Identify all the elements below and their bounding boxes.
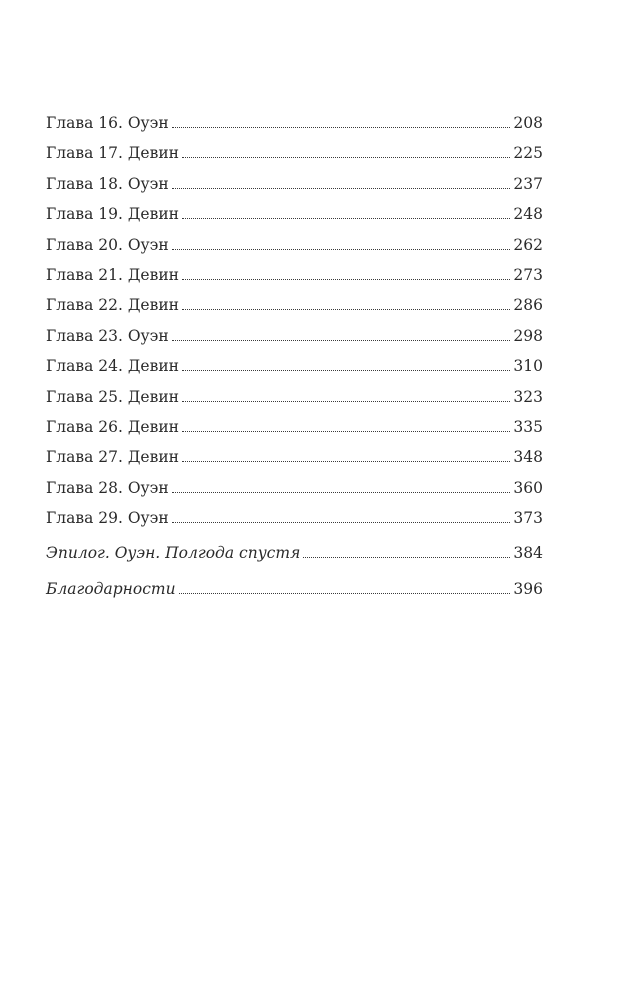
toc-entry-page: 248 bbox=[513, 205, 543, 224]
toc-entry bbox=[46, 503, 543, 533]
dot-leader bbox=[172, 188, 511, 189]
toc-entry-title: Глава 23. Оуэн bbox=[46, 326, 169, 345]
toc-entry-page: 323 bbox=[513, 387, 543, 406]
toc-entry bbox=[46, 260, 543, 290]
dot-leader bbox=[303, 557, 510, 558]
toc-entry bbox=[46, 169, 543, 199]
toc-entry-page: 348 bbox=[513, 448, 543, 467]
toc-entry bbox=[46, 442, 543, 472]
toc-entry-page: 360 bbox=[513, 478, 543, 497]
toc-entry bbox=[46, 321, 543, 351]
toc-entry-page: 396 bbox=[513, 579, 543, 598]
toc-entry bbox=[46, 473, 543, 503]
toc-entry-title: Благодарности bbox=[46, 579, 176, 598]
dot-leader bbox=[182, 157, 510, 158]
toc-entry bbox=[46, 138, 543, 168]
toc-entry-page: 225 bbox=[513, 144, 543, 163]
dot-leader bbox=[179, 593, 511, 594]
toc-entry-title: Глава 24. Девин bbox=[46, 357, 179, 376]
dot-leader bbox=[172, 127, 511, 128]
dot-leader bbox=[172, 492, 511, 493]
dot-leader bbox=[182, 370, 510, 371]
toc-entry bbox=[46, 290, 543, 320]
dot-leader bbox=[182, 309, 510, 310]
dot-leader bbox=[182, 461, 510, 462]
dot-leader bbox=[172, 522, 511, 523]
toc-entry bbox=[46, 382, 543, 412]
dot-leader bbox=[172, 340, 511, 341]
toc-entry-page: 298 bbox=[513, 326, 543, 345]
toc-entry-page: 208 bbox=[513, 114, 543, 132]
toc-entry-title: Глава 20. Оуэн bbox=[46, 235, 169, 254]
toc-entry bbox=[46, 351, 543, 381]
toc-entry-title: Глава 28. Оуэн bbox=[46, 478, 169, 497]
dot-leader bbox=[182, 401, 510, 402]
toc-entry-title: Глава 27. Девин bbox=[46, 448, 179, 467]
dot-leader bbox=[182, 431, 510, 432]
toc-entry-title: Глава 19. Девин bbox=[46, 205, 179, 224]
dot-leader bbox=[182, 279, 510, 280]
toc-entry-title: Глава 22. Девин bbox=[46, 296, 179, 315]
toc-entry bbox=[46, 199, 543, 229]
toc-entry-title: Глава 25. Девин bbox=[46, 387, 179, 406]
toc-entry bbox=[46, 108, 543, 138]
toc-entry-epilogue bbox=[46, 538, 543, 568]
toc-entry-acknowledgements bbox=[46, 574, 543, 604]
toc-entry-title: Глава 16. Оуэн bbox=[46, 114, 169, 132]
toc-entry-title: Глава 26. Девин bbox=[46, 417, 179, 436]
toc-entry bbox=[46, 230, 543, 260]
toc-entry-title: Эпилог. Оуэн. Полгода спустя bbox=[46, 544, 301, 563]
toc-entry-page: 335 bbox=[513, 417, 543, 436]
toc-entry-page: 262 bbox=[513, 235, 543, 254]
toc-entry-title: Глава 21. Девин bbox=[46, 265, 179, 284]
toc-entry-page: 310 bbox=[513, 357, 543, 376]
toc-entry-page: 384 bbox=[513, 544, 543, 563]
toc-entry-title: Глава 29. Оуэн bbox=[46, 509, 169, 528]
toc-entry bbox=[46, 412, 543, 442]
toc-entry-page: 286 bbox=[513, 296, 543, 315]
toc-entry-title: Глава 18. Оуэн bbox=[46, 174, 169, 193]
toc-entry-page: 373 bbox=[513, 509, 543, 528]
toc-entry-page: 237 bbox=[513, 174, 543, 193]
dot-leader bbox=[172, 249, 511, 250]
toc-entry-title: Глава 17. Девин bbox=[46, 144, 179, 163]
dot-leader bbox=[182, 218, 510, 219]
toc-entry-page: 273 bbox=[513, 265, 543, 284]
table-of-contents bbox=[46, 108, 543, 604]
